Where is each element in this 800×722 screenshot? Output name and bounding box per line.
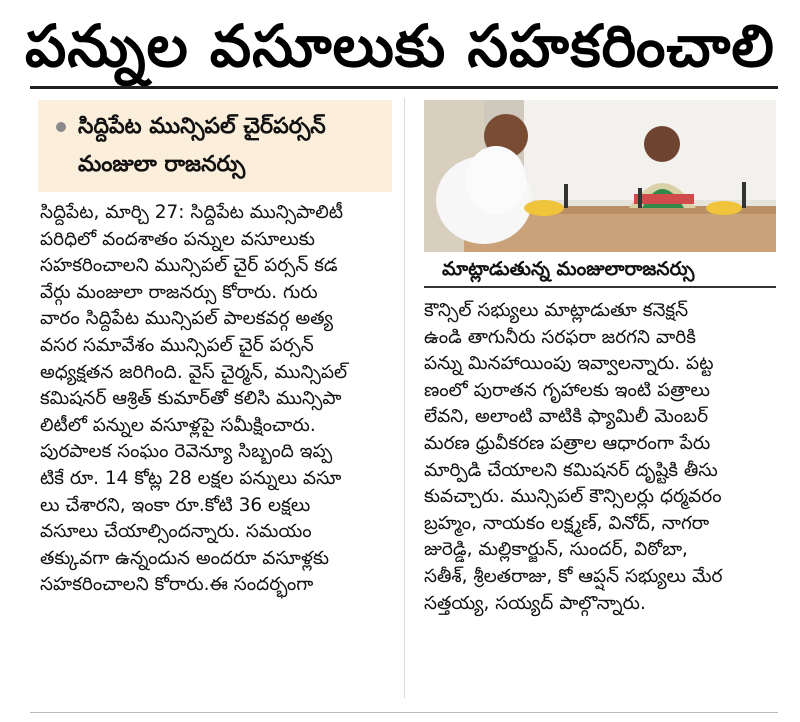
body-line: కౌన్సిల్ సభ్యులు మాట్లాడుతూ కనెక్షన్	[424, 300, 689, 321]
body-line: వసర సమావేశం మున్సిపల్ చైర్ పర్సన్	[40, 334, 314, 356]
article-body-right-column	[424, 298, 772, 698]
article-subhead	[38, 100, 392, 192]
body-line: సిద్దిపేట, మార్చి 27: సిద్దిపేట మున్సిపాలిటీ	[40, 202, 344, 223]
bottom-rule	[30, 712, 778, 713]
body-line: వేర్గు మంజులా రాజనర్సు కోరారు. గురు	[40, 281, 318, 303]
body-line: పన్ను మినహాయింపు ఇవ్వాలన్నారు. పట్ట	[424, 353, 714, 375]
body-line: ఉండి తాగునీరు సరఫరా జరగని వారికి	[424, 326, 696, 348]
body-line: మార్పిడి చేయాలని కమిషనర్ దృష్టికి తీసు	[424, 459, 718, 481]
body-line: సతీశ్, శ్రీలతరాజు, కో ఆప్షన్ సభ్యులు మేర	[424, 565, 723, 587]
body-line: వారం సిద్దిపేట మున్సిపల్ పాలకవర్గ అత్య	[40, 308, 333, 330]
body-line: లిటీలో పన్నుల వసూళ్లపై సమీక్షించారు.	[40, 414, 316, 436]
meeting-photo-illustration	[424, 100, 776, 252]
subhead-line-2: మంజులా రాజనర్సు	[78, 152, 246, 177]
article-body-left-column	[40, 200, 388, 698]
body-line: కువచ్చారు. మున్సిపల్ కౌన్సిలర్లు ధర్మవరం	[424, 486, 722, 508]
body-line: సహకరించాలని కోరారు.ఈ సందర్భంగా	[40, 574, 314, 596]
body-line: పరిధిలో వందశాతం పన్నుల వసూలుకు	[40, 228, 315, 250]
body-line: తక్కువగా ఉన్నందున అందరూ వసూళ్లకు	[40, 547, 330, 569]
headline-rule	[30, 86, 778, 89]
bullet-icon	[56, 122, 66, 132]
subhead-line-1: సిద్దిపేట మున్సిపల్ చైర్‌పర్సన్	[78, 114, 326, 139]
body-line: మరణ ధ్రువీకరణ పత్రాల ఆధారంగా పేరు	[424, 432, 711, 454]
article-photo	[424, 100, 776, 252]
body-line: లు చేశారని, ఇంకా రూ.కోటి 36 లక్షలు	[40, 494, 311, 516]
article-headline: పన్నుల వసూలుకు సహకరించాలి	[25, 12, 775, 80]
body-line: లేవని, అలాంటి వాటికి ఫ్యామిలీ మెంబర్	[424, 406, 709, 428]
body-line: సత్తయ్య, సయ్యద్ పాల్గొన్నారు.	[424, 592, 646, 614]
body-line: కమిషనర్ ఆశ్రిత్ కుమార్‌తో కలిసి మున్సిపా	[40, 388, 342, 410]
body-line: అధ్యక్షతన జరిగింది. వైస్ చైర్మన్, మున్సిపల్	[40, 361, 348, 383]
body-line: బ్రహ్మం, నాయకం లక్ష్మణ్, వినోద్, నాగరా	[424, 512, 710, 534]
body-line: జురెడ్డి, మల్లికార్జున్, సుందర్, విఠోబా,	[424, 539, 688, 561]
photo-caption: మాట్లాడుతున్న మంజులారాజనర్సు	[424, 252, 776, 288]
column-divider	[404, 98, 405, 698]
body-line: ణంలో పురాతన గృహాలకు ఇంటి పత్రాలు	[424, 379, 710, 401]
body-line: సహకరించాలని మున్సిపల్ చైర్ పర్సన్ కడ	[40, 255, 338, 277]
body-line: వసూలు చేయాల్సిందన్నారు. సమయం	[40, 521, 312, 543]
body-line: టికే రూ. 14 కోట్ల 28 లక్షల పన్నులు వసూ	[40, 467, 342, 489]
body-line: పురపాలక సంఘం రెవెన్యూ సిబ్బంది ఇప్ప	[40, 441, 333, 463]
